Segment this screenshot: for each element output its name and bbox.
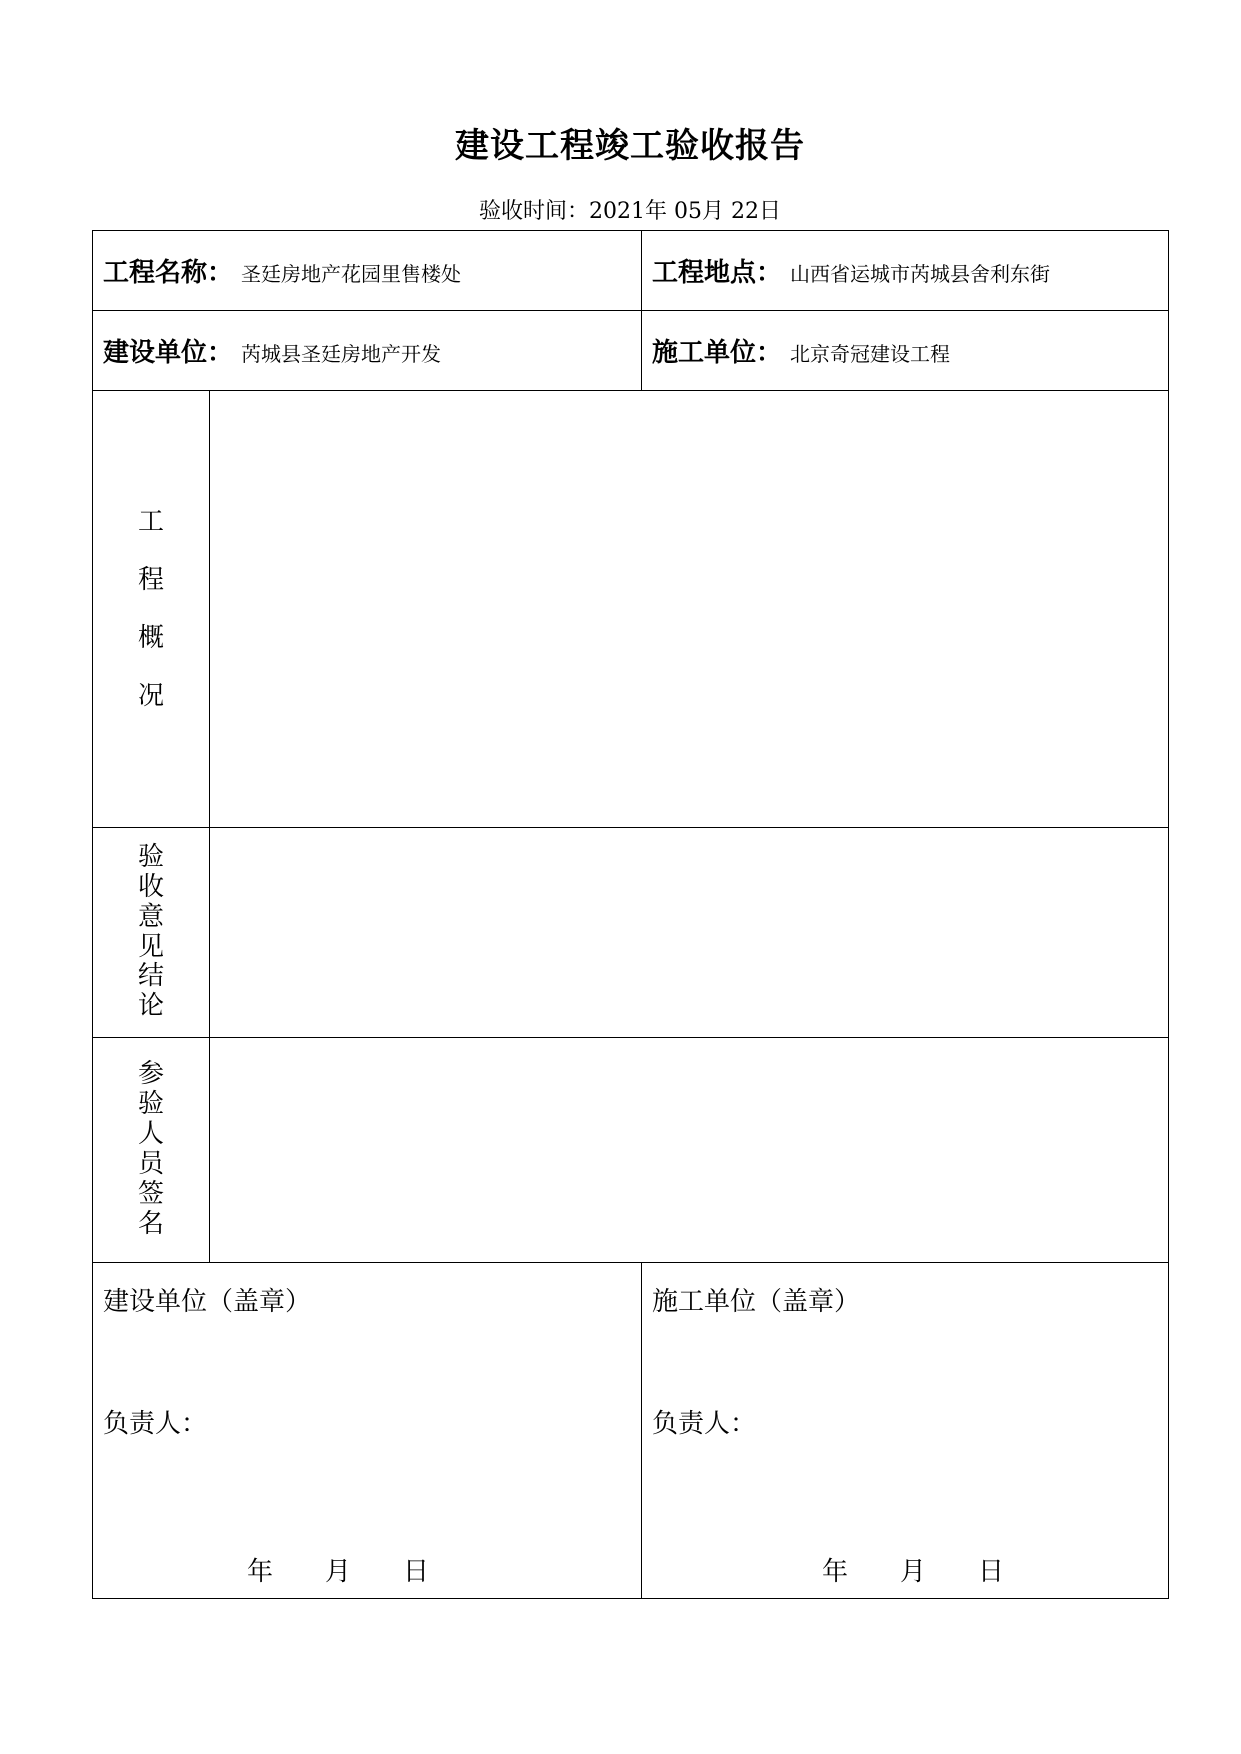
unit-info-row (93, 311, 1169, 391)
opinion-label: 验收意见结论 (137, 841, 164, 1022)
contractor-label: 施工单位： (652, 338, 783, 368)
contractor-seal-cell[interactable] (642, 1263, 1169, 1599)
builder-sign-date: 年 月 日 (247, 1557, 430, 1587)
opinion-content[interactable] (210, 828, 1169, 1038)
builder-person-in-charge: 负责人： (103, 1409, 208, 1439)
signers-content[interactable] (210, 1038, 1169, 1263)
project-location-label: 工程地点： (652, 258, 783, 288)
signers-row (93, 1038, 1169, 1263)
overview-row (93, 391, 1169, 828)
month-label: 月 (701, 199, 724, 224)
builder-seal-label: 建设单位（盖章） (103, 1287, 312, 1317)
project-name-label: 工程名称： (103, 258, 234, 288)
day-label: 日 (759, 199, 782, 224)
builder-cell (93, 311, 642, 391)
opinion-row (93, 828, 1169, 1038)
overview-label: 工程概况 (137, 507, 164, 711)
opinion-label-cell (93, 828, 210, 1038)
signers-label: 参验人员签名 (137, 1059, 164, 1239)
builder-label: 建设单位： (103, 338, 234, 368)
acceptance-date (0, 194, 1241, 225)
project-location-cell (642, 231, 1169, 311)
contractor-cell (642, 311, 1169, 391)
project-info-row (93, 231, 1169, 311)
report-table (92, 230, 1169, 1599)
year-label: 年 (644, 199, 667, 224)
seal-row (93, 1263, 1169, 1599)
document-title: 建设工程竣工验收报告 (455, 126, 805, 166)
date-prefix: 验收时间：2021 (478, 199, 645, 224)
project-name-value: 圣廷房地产花园里售楼处 (241, 262, 462, 286)
builder-seal-cell[interactable] (93, 1263, 642, 1599)
month-value: 05 (673, 199, 702, 224)
signers-label-cell (93, 1038, 210, 1263)
overview-content[interactable] (210, 391, 1169, 828)
contractor-person-in-charge: 负责人： (652, 1409, 757, 1439)
contractor-seal-label: 施工单位（盖章） (652, 1287, 861, 1317)
day-value: 22 (731, 199, 759, 224)
project-location-value: 山西省运城市芮城县舍利东街 (790, 262, 1051, 286)
contractor-sign-date: 年 月 日 (822, 1557, 1005, 1587)
overview-label-cell (93, 391, 210, 828)
builder-value: 芮城县圣廷房地产开发 (241, 342, 442, 366)
contractor-value: 北京奇冠建设工程 (790, 342, 951, 366)
project-name-cell (93, 231, 642, 311)
